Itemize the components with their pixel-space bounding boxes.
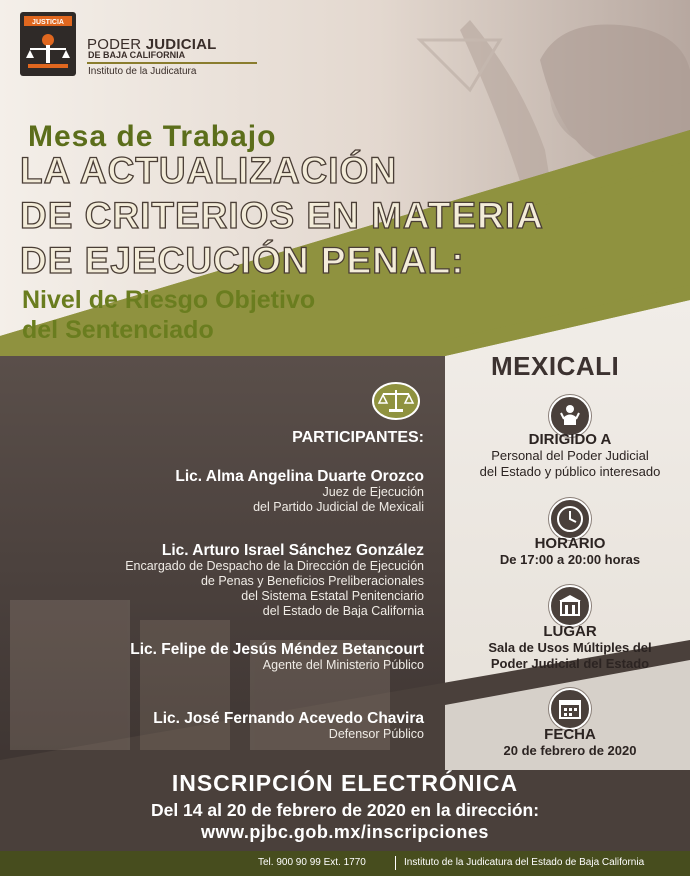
venue-title: LUGAR	[543, 623, 597, 640]
org-name-line2: DE BAJA CALIFORNIA	[88, 50, 186, 60]
participant-name: Lic. Alma Angelina Duarte Orozco	[175, 468, 424, 485]
event-city: MEXICALI	[491, 351, 620, 381]
audience-line: del Estado y público interesado	[479, 464, 661, 479]
clock-icon	[549, 498, 591, 540]
audience-line: Personal del Poder Judicial	[491, 448, 649, 463]
participant-role: Juez de Ejecución	[322, 485, 424, 499]
participant-role: Encargado de Despacho de la Dirección de Ejecución	[125, 559, 424, 573]
footer-institute: Instituto de la Judicatura del Estado de Baja California	[404, 857, 645, 868]
svg-text:JUSTICIA: JUSTICIA	[32, 19, 64, 26]
pjbc-logo-icon	[20, 12, 76, 76]
venue-line: Sala de Usos Múltiples del	[488, 640, 652, 655]
event-title-line2: DE CRITERIOS EN MATERIA	[20, 195, 544, 236]
calendar-icon	[549, 688, 591, 730]
participants-heading: PARTICIPANTES:	[292, 429, 424, 446]
org-name-line1: PODER JUDICIAL	[87, 36, 217, 53]
schedule-line: De 17:00 a 20:00 horas	[499, 552, 641, 567]
footer-phone: Tel. 900 90 99 Ext. 1770	[258, 857, 366, 868]
footer-divider	[395, 856, 396, 870]
org-institute: Instituto de la Judicatura	[88, 66, 197, 77]
org-divider	[87, 62, 257, 64]
participant-role: del Estado de Baja California	[262, 604, 424, 618]
participant-role: Agente del Ministerio Público	[262, 658, 424, 672]
date-line: 20 de febrero de 2020	[503, 743, 637, 758]
event-subtitle-line2: del Sentenciado	[22, 316, 214, 344]
building-icon	[549, 585, 591, 627]
participant-role: Defensor Público	[328, 727, 424, 741]
registration-title: INSCRIPCIÓN ELECTRÓNICA	[171, 770, 519, 796]
event-kicker: Mesa de Trabajo	[28, 120, 277, 153]
registration-url-link[interactable]: www.pjbc.gob.mx/inscripciones	[201, 822, 489, 842]
date-title: FECHA	[544, 726, 596, 743]
participant-name: Lic. Felipe de Jesús Méndez Betancourt	[130, 641, 424, 658]
participant-role: del Sistema Estatal Penitenciario	[241, 589, 424, 603]
registration-dates: Del 14 al 20 de febrero de 2020 en la dirección:	[150, 800, 540, 820]
participant-role: de Penas y Beneficios Preliberacionales	[200, 574, 424, 588]
event-title-line1: LA ACTUALIZACIÓN	[20, 150, 398, 191]
schedule-title: HORARIO	[534, 535, 606, 552]
venue-line: Poder Judicial del Estado	[490, 656, 650, 671]
participant-name: Lic. José Fernando Acevedo Chavira	[153, 710, 424, 727]
audience-title: DIRIGIDO A	[528, 431, 612, 448]
participant-role: del Partido Judicial de Mexicali	[253, 500, 424, 514]
event-title-line3: DE EJECUCIÓN PENAL:	[20, 240, 465, 281]
participant-name: Lic. Arturo Israel Sánchez González	[161, 542, 424, 559]
event-subtitle-line1: Nivel de Riesgo Objetivo	[22, 286, 316, 314]
scales-icon	[372, 381, 420, 421]
